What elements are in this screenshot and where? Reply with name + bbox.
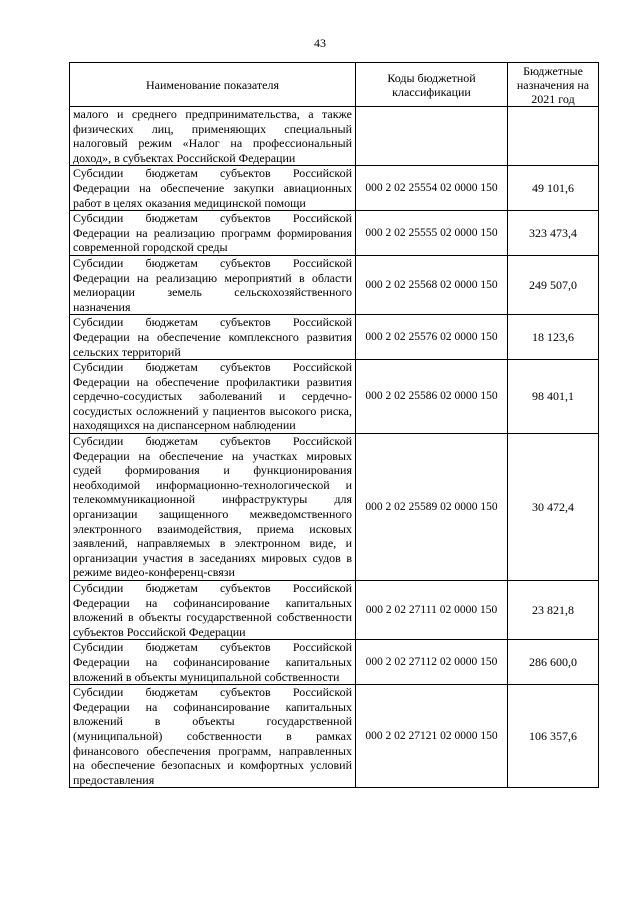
row-amount: 106 357,6 xyxy=(508,685,599,788)
row-amount: 286 600,0 xyxy=(508,640,599,685)
row-amount: 98 401,1 xyxy=(508,360,599,434)
table-row xyxy=(70,315,599,360)
row-code: 000 2 02 27121 02 0000 150 xyxy=(356,685,508,788)
row-name: Субсидии бюджетам субъектов Российской Федерации на реализацию программ формирования современной городской среды xyxy=(70,211,356,256)
row-code: 000 2 02 25555 02 0000 150 xyxy=(356,211,508,256)
row-code xyxy=(356,107,508,166)
row-amount: 23 821,8 xyxy=(508,581,599,640)
table-header-row xyxy=(70,63,599,107)
budget-table xyxy=(69,62,599,788)
row-code: 000 2 02 27111 02 0000 150 xyxy=(356,581,508,640)
row-code: 000 2 02 25586 02 0000 150 xyxy=(356,360,508,434)
table-row xyxy=(70,581,599,640)
row-amount: 249 507,0 xyxy=(508,255,599,314)
row-amount: 323 473,4 xyxy=(508,211,599,256)
table-row xyxy=(70,434,599,581)
row-code: 000 2 02 25568 02 0000 150 xyxy=(356,255,508,314)
table-row xyxy=(70,255,599,314)
row-name: Субсидии бюджетам субъектов Российской Федерации на реализацию мероприятий в области мелиорации земель сельскохозяйственного назначения xyxy=(70,255,356,314)
table-row xyxy=(70,685,599,788)
row-name: Субсидии бюджетам субъектов Российской Федерации на софинансирование капитальных вложений в объекты муниципальной собственности xyxy=(70,640,356,685)
row-name: Субсидии бюджетам субъектов Российской Федерации на обеспечение профилактики развития сердечно-сосудистых заболеваний и сердечно-сосудистых осложнений у пациентов высокого риска, находящихся на диспансерном наблюдении xyxy=(70,360,356,434)
row-code: 000 2 02 25589 02 0000 150 xyxy=(356,434,508,581)
row-amount: 18 123,6 xyxy=(508,315,599,360)
row-name: Субсидии бюджетам субъектов Российской Федерации на обеспечение комплексного развития сельских территорий xyxy=(70,315,356,360)
header-code: Коды бюджетной классификации xyxy=(356,63,508,107)
row-name: Субсидии бюджетам субъектов Российской Федерации на софинансирование капитальных вложений в объекты государственной (муниципальной) собственности в рамках финансового обеспечения программ, направленных на обеспечение безопасных и комфортных условий предоставления xyxy=(70,685,356,788)
header-name: Наименование показателя xyxy=(70,63,356,107)
row-amount: 30 472,4 xyxy=(508,434,599,581)
table-row xyxy=(70,211,599,256)
table-row xyxy=(70,640,599,685)
row-amount: 49 101,6 xyxy=(508,166,599,211)
row-code: 000 2 02 27112 02 0000 150 xyxy=(356,640,508,685)
table-row xyxy=(70,166,599,211)
row-name: Субсидии бюджетам субъектов Российской Федерации на софинансирование капитальных вложений в объекты государственной собственности субъектов Российской Федерации xyxy=(70,581,356,640)
row-name: Субсидии бюджетам субъектов Российской Федерации на обеспечение закупки авиационных работ в целях оказания медицинской помощи xyxy=(70,166,356,211)
row-code: 000 2 02 25554 02 0000 150 xyxy=(356,166,508,211)
table-row xyxy=(70,107,599,166)
header-amount: Бюджетные назначения на 2021 год xyxy=(508,63,599,107)
row-name: малого и среднего предпринимательства, а также физических лиц, применяющих специальный налоговый режим «Налог на профессиональный доход», в субъектах Российской Федерации xyxy=(70,107,356,166)
row-amount xyxy=(508,107,599,166)
row-code: 000 2 02 25576 02 0000 150 xyxy=(356,315,508,360)
row-name: Субсидии бюджетам субъектов Российской Федерации на обеспечение на участках мировых судей формирования и функционирования необходимой информационно-технологической и телекоммуникационной инфраструктуры для организации защищенного межведомственного электронного взаимодействия, приема исковых заявлений, направляемых в электронном виде, и организации участия в заседаниях мировых судов в режиме видео-конференц-связи xyxy=(70,434,356,581)
page-number: 43 xyxy=(314,36,326,50)
table-row xyxy=(70,360,599,434)
